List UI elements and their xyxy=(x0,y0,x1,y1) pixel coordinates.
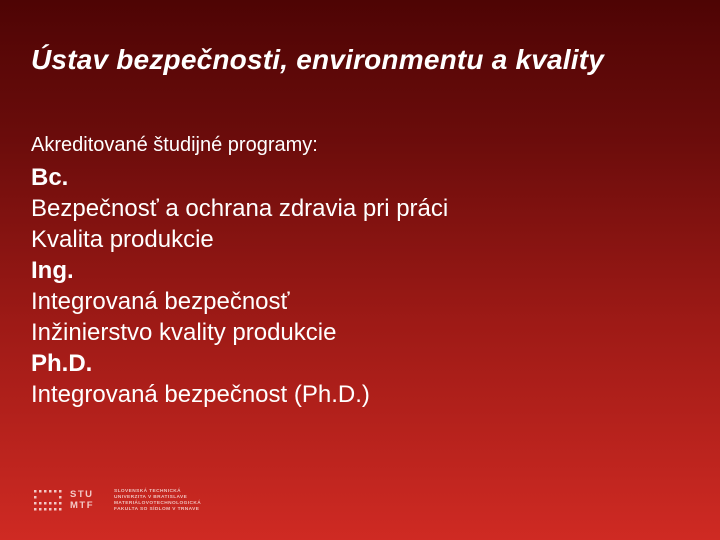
logo-name-line: SLOVENSKÁ TECHNICKÁ xyxy=(114,489,182,494)
logo-abbr-mtf: MTF xyxy=(70,500,95,511)
program-item: Inžinierstvo kvality produkcie xyxy=(31,319,337,346)
program-item: Bezpečnosť a ochrana zdravia pri práci xyxy=(31,195,449,222)
dot-grid-icon xyxy=(34,489,62,513)
logo-abbreviation xyxy=(70,489,94,511)
slide-title: Ústav bezpečnosti, environmentu a kvality xyxy=(31,44,605,75)
logo-university-name xyxy=(114,489,201,513)
logo-name-line: MATERIÁLOVOTECHNOLOGICKÁ xyxy=(114,501,202,506)
program-item: Kvalita produkcie xyxy=(31,226,214,253)
degree-heading-bc: Bc. xyxy=(31,164,69,191)
program-item: Integrovaná bezpečnosť xyxy=(31,288,290,315)
university-logo xyxy=(34,487,224,517)
program-item: Integrovaná bezpečnost (Ph.D.) xyxy=(31,381,370,408)
slide-subtitle: Akreditované študijné programy: xyxy=(31,134,318,156)
logo-name-line: UNIVERZITA V BRATISLAVE xyxy=(114,495,188,500)
degree-heading-ing: Ing. xyxy=(31,257,74,284)
degree-heading-phd: Ph.D. xyxy=(31,350,93,377)
logo-name-line: FAKULTA SO SÍDLOM V TRNAVE xyxy=(114,507,200,512)
logo-abbr-stu: STU xyxy=(70,489,94,500)
program-list xyxy=(31,162,448,410)
